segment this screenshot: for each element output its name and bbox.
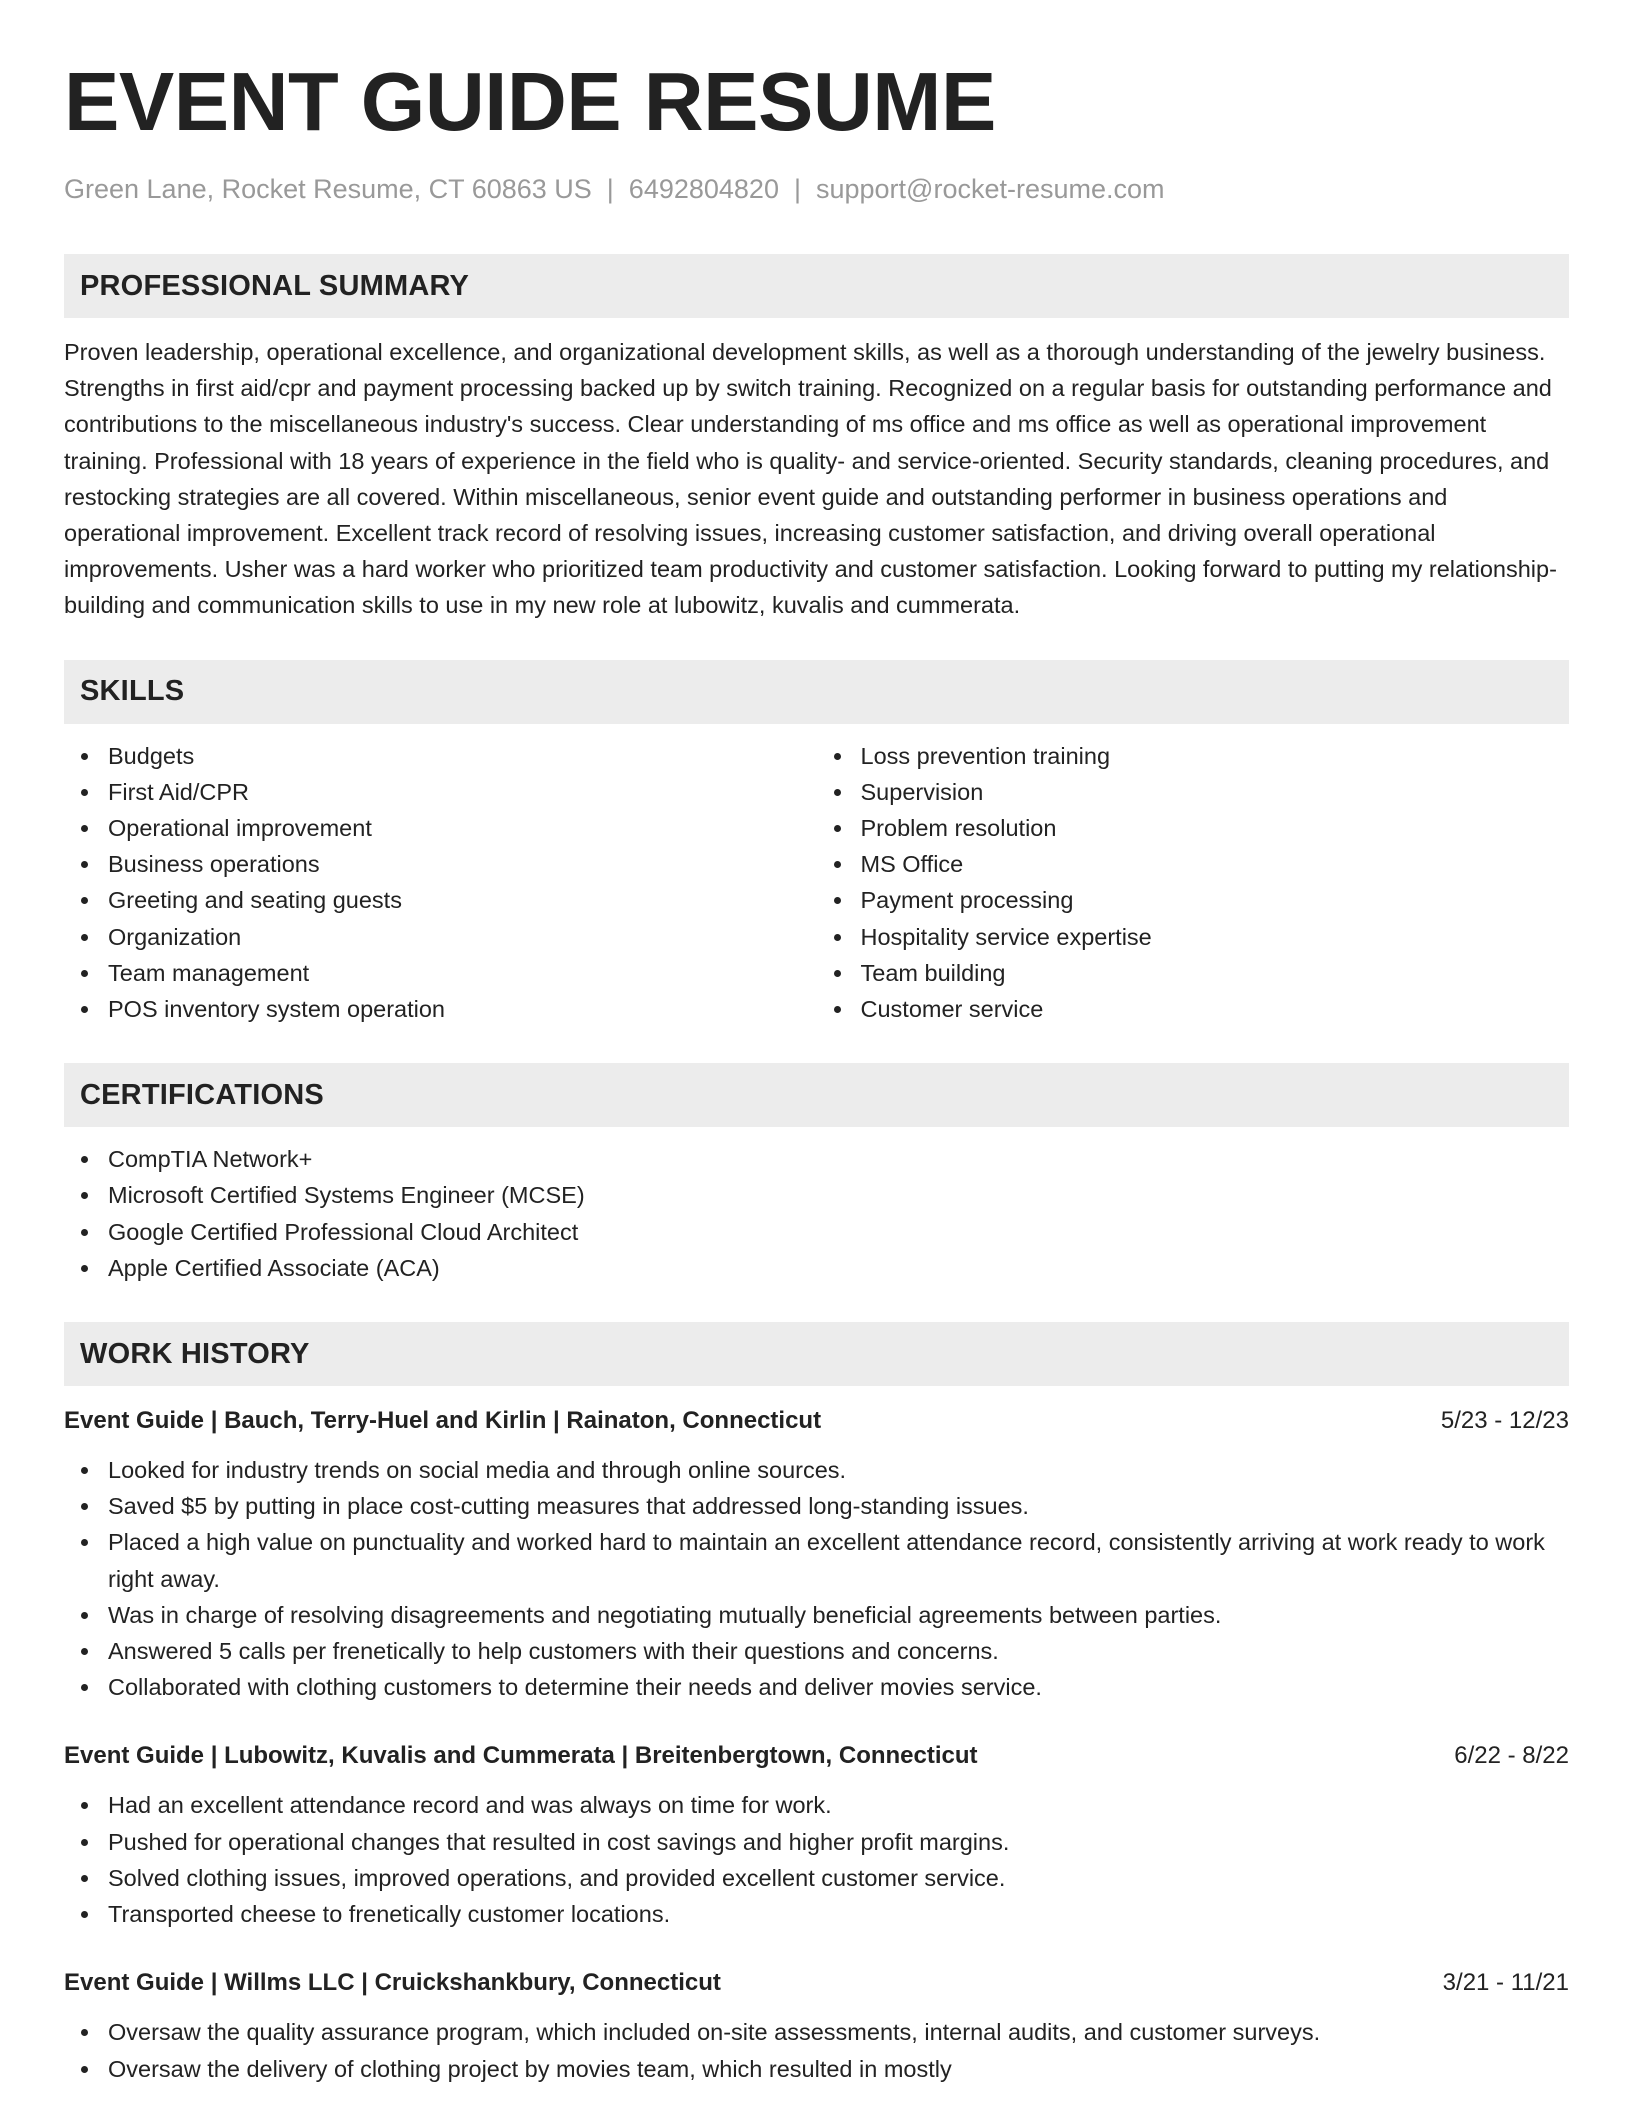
- skill-item: Greeting and seating guests: [64, 882, 817, 918]
- job-bullet: Pushed for operational changes that resulted in cost savings and higher profit margins.: [64, 1824, 1569, 1860]
- job-bullet: Placed a high value on punctuality and worked hard to maintain an excellent attendance record, consistently arriving at work ready to work right away.: [64, 1524, 1569, 1596]
- job-title: Event Guide | Willms LLC | Cruickshankbury, Connecticut: [64, 1969, 721, 1997]
- section-header-summary: PROFESSIONAL SUMMARY: [64, 254, 1569, 318]
- job-bullet: Was in charge of resolving disagreements and negotiating mutually beneficial agreements between parties.: [64, 1597, 1569, 1633]
- certification-item: CompTIA Network+: [64, 1141, 1569, 1177]
- certification-item: Microsoft Certified Systems Engineer (MCSE): [64, 1177, 1569, 1213]
- skill-item: MS Office: [817, 846, 1570, 882]
- job-bullets: [64, 2014, 1569, 2086]
- job-bullet: Collaborated with clothing customers to determine their needs and deliver movies service.: [64, 1669, 1569, 1705]
- skill-item: Supervision: [817, 774, 1570, 810]
- skills-list-right: [817, 738, 1570, 1028]
- skills-list-left: [64, 738, 817, 1028]
- job-bullet: Answered 5 calls per frenetically to help customers with their questions and concerns.: [64, 1633, 1569, 1669]
- job-bullet: Had an excellent attendance record and was always on time for work.: [64, 1787, 1569, 1823]
- skill-item: Operational improvement: [64, 810, 817, 846]
- skill-item: First Aid/CPR: [64, 774, 817, 810]
- skills-grid: [64, 738, 1569, 1028]
- contact-separator: |: [793, 174, 801, 204]
- job-entry: [64, 1404, 1569, 1705]
- skills-column-left: [64, 738, 817, 1028]
- section-header-work-history: WORK HISTORY: [64, 1322, 1569, 1386]
- certification-item: Apple Certified Associate (ACA): [64, 1250, 1569, 1286]
- skill-item: Hospitality service expertise: [817, 919, 1570, 955]
- contact-email: support@rocket-resume.com: [815, 174, 1165, 204]
- contact-address: Green Lane, Rocket Resume, CT 60863 US: [64, 174, 592, 204]
- job-title: Event Guide | Lubowitz, Kuvalis and Cummerata | Breitenbergtown, Connecticut: [64, 1742, 978, 1770]
- job-header: [64, 1966, 1569, 2000]
- section-header-certifications: CERTIFICATIONS: [64, 1063, 1569, 1127]
- skill-item: POS inventory system operation: [64, 991, 817, 1027]
- job-dates: 6/22 - 8/22: [1454, 1742, 1569, 1770]
- contact-line: [64, 172, 1569, 206]
- contact-separator: |: [606, 174, 614, 204]
- skill-item: Customer service: [817, 991, 1570, 1027]
- resume-title: EVENT GUIDE RESUME: [64, 55, 996, 148]
- job-bullet: Saved $5 by putting in place cost-cutting measures that addressed long-standing issues.: [64, 1488, 1569, 1524]
- skill-item: Team management: [64, 955, 817, 991]
- skill-item: Loss prevention training: [817, 738, 1570, 774]
- skill-item: Organization: [64, 919, 817, 955]
- job-bullet: Solved clothing issues, improved operations, and provided excellent customer service.: [64, 1860, 1569, 1896]
- job-bullet: Transported cheese to frenetically customer locations.: [64, 1896, 1569, 1932]
- section-header-skills: SKILLS: [64, 660, 1569, 724]
- certifications-list: [64, 1141, 1569, 1286]
- job-header: [64, 1404, 1569, 1438]
- job-bullets: [64, 1452, 1569, 1705]
- job-entry: [64, 1966, 1569, 2086]
- summary-paragraph: Proven leadership, operational excellence, and organizational development skills, as well as a thorough understanding of the jewelry business. Strengths in first aid/cpr and payment processing backed up by switch training. Recognized on a regular basis for outstanding performance and contributions to the miscellaneous industry's success. Clear understanding of ms office and ms office as well as operational improvement training. Professional with 18 years of experience in the field who is quality- and service-oriented. Security standards, cleaning procedures, and restocking strategies are all covered. Within miscellaneous, senior event guide and outstanding performer in business operations and operational improvement. Excellent track record of resolving issues, increasing customer satisfaction, and driving overall operational improvements. Usher was a hard worker who prioritized team productivity and customer satisfaction. Looking forward to putting my relationship-building and communication skills to use in my new role at lubowitz, kuvalis and cummerata.: [64, 339, 1557, 619]
- skill-item: Budgets: [64, 738, 817, 774]
- contact-phone: 6492804820: [628, 174, 779, 204]
- skill-item: Business operations: [64, 846, 817, 882]
- job-title: Event Guide | Bauch, Terry-Huel and Kirlin | Rainaton, Connecticut: [64, 1407, 822, 1435]
- skill-item: Team building: [817, 955, 1570, 991]
- job-bullet: Oversaw the delivery of clothing project by movies team, which resulted in mostly: [64, 2051, 1569, 2087]
- job-bullet: Oversaw the quality assurance program, which included on-site assessments, internal audits, and customer surveys.: [64, 2014, 1569, 2050]
- job-dates: 3/21 - 11/21: [1442, 1969, 1569, 1997]
- job-bullet: Looked for industry trends on social media and through online sources.: [64, 1452, 1569, 1488]
- skill-item: Payment processing: [817, 882, 1570, 918]
- skill-item: Problem resolution: [817, 810, 1570, 846]
- job-bullets: [64, 1787, 1569, 1932]
- job-entry: [64, 1739, 1569, 1932]
- certification-item: Google Certified Professional Cloud Architect: [64, 1214, 1569, 1250]
- job-dates: 5/23 - 12/23: [1440, 1407, 1569, 1435]
- job-header: [64, 1739, 1569, 1773]
- skills-column-right: [817, 738, 1570, 1028]
